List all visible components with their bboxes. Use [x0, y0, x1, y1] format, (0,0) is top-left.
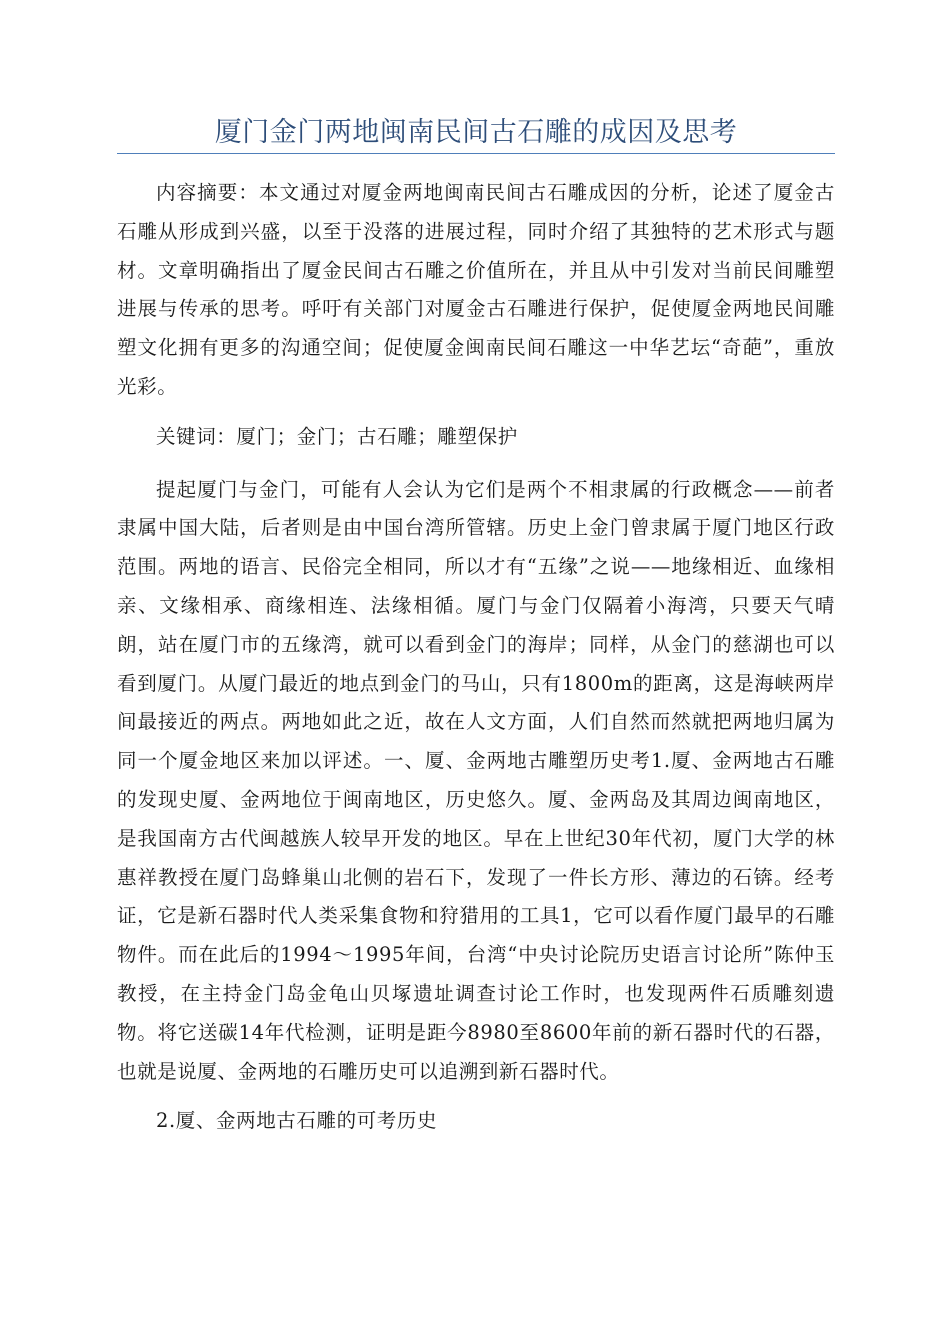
document-page [117, 0, 835, 1141]
document-title: 厦门金门两地闽南民间古石雕的成因及思考 [214, 117, 738, 148]
keywords-line: 关键词：厦门；金门；古石雕；雕塑保护 [156, 424, 518, 448]
abstract-paragraph: 内容摘要：本文通过对厦金两地闽南民间古石雕成因的分析，论述了厦金古石雕从形成到兴盛，以至于没落的进展过程，同时介绍了其独特的艺术形式与题材。文章明确指出了厦金民间古石雕之价值所在，并且从中引发对当前民间雕塑进展与传承的思考。呼吁有关部门对厦金古石雕进行保护，促使厦金两地民间雕塑文化拥有更多的沟通空间；促使厦金闽南民间石雕这一中华艺坛“奇葩”，重放光彩。 [117, 181, 835, 398]
title-underline [117, 153, 835, 154]
section-subheading: 2.厦、金两地古石雕的可考历史 [156, 1109, 438, 1133]
body-paragraph: 提起厦门与金门，可能有人会认为它们是两个不相隶属的行政概念——前者隶属中国大陆，后者则是由中国台湾所管辖。历史上金门曾隶属于厦门地区行政范围。两地的语言、民俗完全相同，所以才有“五缘”之说——地缘相近、血缘相亲、文缘相承、商缘相连、法缘相循。厦门与金门仅隔着小海湾，只要天气晴朗，站在厦门市的五缘湾，就可以看到金门的海岸；同样，从金门的慈湖也可以看到厦门。从厦门最近的地点到金门的马山，只有1800m的距离，这是海峡两岸间最接近的两点。两地如此之近，故在人文方面，人们自然而然就把两地归属为同一个厦金地区来加以评述。一、厦、金两地古雕塑历史考1.厦、金两地古石雕的发现史厦、金两地位于闽南地区，历史悠久。厦、金两岛及其周边闽南地区，是我国南方古代闽越族人较早开发的地区。早在上世纪30年代初，厦门大学的林惠祥教授在厦门岛蜂巢山北侧的岩石下，发现了一件长方形、薄边的石锛。经考证，它是新石器时代人类采集食物和狩猎用的工具1，它可以看作厦门最早的石雕物件。而在此后的1994～1995年间，台湾“中央讨论院历史语言讨论所”陈仲玉教授，在主持金门岛金龟山贝塚遗址调查讨论工作时，也发现两件石质雕刻遗物。将它送碳14年代检测，证明是距今8980至8600年前的新石器时代的石器，也就是说厦、金两地的石雕历史可以追溯到新石器时代。 [117, 477, 835, 1083]
